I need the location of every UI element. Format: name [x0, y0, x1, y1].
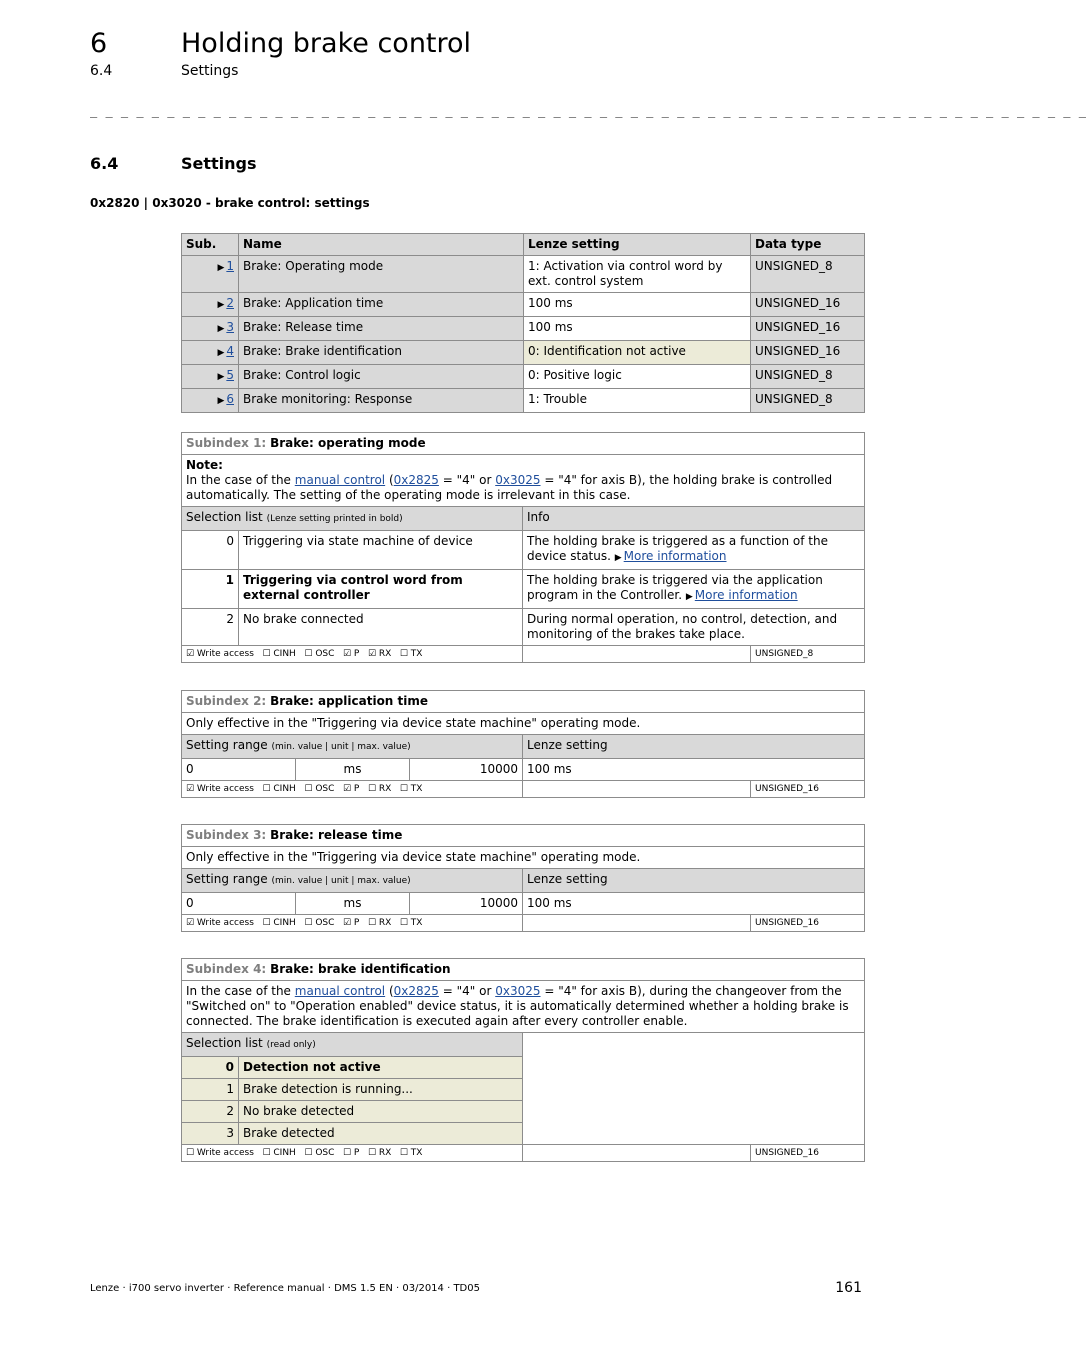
list-item: [182, 570, 865, 609]
footer-text: Lenze · i700 servo inverter · Reference manual · DMS 1.5 EN · 03/2014 · TD05: [90, 1283, 480, 1294]
subindex-4-table: [181, 958, 865, 1162]
table-row: [182, 317, 865, 341]
data-type: UNSIGNED_8: [751, 646, 865, 663]
setting-range-header: [182, 735, 523, 759]
manual-control-link[interactable]: manual control: [294, 984, 386, 998]
more-information-link[interactable]: More information: [623, 549, 727, 563]
row-setting: 100 ms: [524, 293, 751, 317]
option-info: The holding brake is triggered via the application program in the Controller. ▶ More information: [523, 570, 865, 609]
blank-cell: [523, 915, 751, 932]
data-type: UNSIGNED_16: [751, 915, 865, 932]
row-setting: 0: Positive logic: [524, 365, 751, 389]
subindex-link[interactable]: 1: [226, 259, 234, 273]
unit: ms: [296, 893, 410, 915]
col-header-lenze-setting: Lenze setting: [524, 234, 751, 256]
option-number: 3: [182, 1123, 239, 1145]
heading-title: Settings: [181, 154, 257, 173]
setting-range-hint: (min. value | unit | max. value): [271, 876, 411, 886]
row-type: UNSIGNED_16: [751, 341, 865, 365]
table-row: [182, 293, 865, 317]
note-label: Note:: [186, 458, 223, 472]
note-text: = "4" or: [442, 473, 492, 487]
subindex-label: Subindex 3:: [186, 828, 267, 842]
object-0x2825-link[interactable]: 0x2825: [393, 473, 439, 487]
object-0x3025-link[interactable]: 0x3025: [495, 984, 541, 998]
section-number: 6.4: [90, 63, 113, 79]
sub-link[interactable]: [182, 365, 239, 389]
row-name: Brake: Operating mode: [239, 256, 524, 293]
col-header-sub: Sub.: [182, 234, 239, 256]
table-row: [182, 389, 865, 413]
triangle-right-icon: ▶: [217, 396, 225, 406]
subindex-title: Brake: operating mode: [270, 436, 426, 450]
row-type: UNSIGNED_8: [751, 389, 865, 413]
note-cell: Note: In the case of the manual control (0x2825 = "4" or 0x3025 = "4" for axis B), the holding brake is controlled automatically. The setting of the operating mode is irrelevant in this case.: [182, 455, 865, 507]
section-title: Settings: [181, 63, 239, 79]
subindex-1-table: [181, 432, 865, 663]
option-number: 1: [182, 570, 239, 609]
lenze-setting-value: 100 ms: [523, 893, 865, 915]
heading-number: 6.4: [90, 154, 119, 173]
option-info: The holding brake is triggered as a function of the device status. ▶ More information: [523, 531, 865, 570]
subindex-2-title-row: [182, 691, 865, 713]
triangle-right-icon: ▶: [217, 372, 225, 382]
sub-link[interactable]: [182, 341, 239, 365]
subindex-label: Subindex 4:: [186, 962, 267, 976]
object-0x2825-link[interactable]: 0x2825: [393, 984, 439, 998]
subindex-title: Brake: release time: [270, 828, 403, 842]
subindex-link[interactable]: 6: [226, 392, 234, 406]
sub-link[interactable]: [182, 256, 239, 293]
option-text: Brake detected: [239, 1123, 523, 1145]
lenze-setting-value: 100 ms: [523, 759, 865, 781]
subindex-title: Brake: brake identification: [270, 962, 451, 976]
list-item: [182, 531, 865, 570]
row-setting: 1: Activation via control word by ext. control system: [524, 256, 751, 293]
selection-list-header: [182, 507, 523, 531]
subindex-link[interactable]: 3: [226, 320, 234, 334]
sub-link[interactable]: [182, 389, 239, 413]
option-number: 0: [182, 1057, 239, 1079]
triangle-right-icon: ▶: [217, 324, 225, 334]
table-row: [182, 256, 865, 293]
selection-list-label: Selection list: [186, 1036, 263, 1050]
subindex-label: Subindex 1:: [186, 436, 267, 450]
sub-link[interactable]: [182, 293, 239, 317]
list-item: [182, 609, 865, 646]
description-text: = "4" or: [442, 984, 492, 998]
blank-cell: [523, 781, 751, 798]
subindex-link[interactable]: 2: [226, 296, 234, 310]
subindex-title: Brake: application time: [270, 694, 429, 708]
selection-list-label: Selection list: [186, 510, 263, 524]
row-name: Brake monitoring: Response: [239, 389, 524, 413]
triangle-right-icon: ▶: [614, 553, 622, 563]
description: Only effective in the "Triggering via device state machine" operating mode.: [182, 847, 865, 869]
manual-control-link[interactable]: manual control: [294, 473, 386, 487]
row-type: UNSIGNED_8: [751, 256, 865, 293]
subindex-3-table: [181, 824, 865, 932]
row-type: UNSIGNED_8: [751, 365, 865, 389]
option-number: 2: [182, 609, 239, 646]
overview-table: [181, 233, 865, 413]
subindex-2-table: [181, 690, 865, 798]
setting-range-label: Setting range: [186, 738, 268, 752]
data-type: UNSIGNED_16: [751, 781, 865, 798]
setting-range-header: [182, 869, 523, 893]
subindex-link[interactable]: 4: [226, 344, 234, 358]
access-flags: ☑ Write access ☐ CINH ☐ OSC ☑ P ☑ RX ☐ TX: [182, 646, 523, 663]
row-type: UNSIGNED_16: [751, 317, 865, 341]
row-name: Brake: Brake identification: [239, 341, 524, 365]
description-text: = "4" for axis B), during the changeover from the "Switched on" to "Operation enabled" device status, it is automatically determined whether a holding brake is connected. The brake identification is executed again after every controller enable.: [186, 984, 849, 1028]
col-header-name: Name: [239, 234, 524, 256]
lenze-setting-header: Lenze setting: [523, 735, 865, 759]
table-row: [182, 365, 865, 389]
header-rule: _ _ _ _ _ _ _ _ _ _ _ _ _ _ _ _ _ _ _ _ _ _ _ _ _ _ _ _ _ _ _ _ _ _ _ _ _ _ _ _ _ _ _ _ _ _ _ _ _ _ _ _ _ _ _ _ _ _ _ _ _ _ _ _ _: [90, 104, 1086, 118]
triangle-right-icon: ▶: [217, 300, 225, 310]
more-information-link[interactable]: More information: [694, 588, 798, 602]
info-header: Info: [523, 507, 865, 531]
option-text: Brake detection is running...: [239, 1079, 523, 1101]
access-flags: ☐ Write access ☐ CINH ☐ OSC ☐ P ☐ RX ☐ TX: [182, 1145, 523, 1162]
blank-cell: [523, 646, 751, 663]
option-number: 2: [182, 1101, 239, 1123]
access-flags: ☑ Write access ☐ CINH ☐ OSC ☑ P ☐ RX ☐ TX: [182, 915, 523, 932]
option-text: Detection not active: [239, 1057, 523, 1079]
selection-list-hint: (Lenze setting printed in bold): [266, 514, 403, 524]
option-text: Triggering via state machine of device: [239, 531, 523, 570]
access-flags: ☑ Write access ☐ CINH ☐ OSC ☑ P ☐ RX ☐ TX: [182, 781, 523, 798]
triangle-right-icon: ▶: [685, 592, 693, 602]
row-setting: 0: Identification not active: [524, 341, 751, 365]
max-value: 10000: [410, 759, 523, 781]
description-text: In the case of the: [186, 984, 291, 998]
triangle-right-icon: ▶: [217, 263, 225, 273]
col-header-data-type: Data type: [751, 234, 865, 256]
table-row: [182, 341, 865, 365]
option-number: 1: [182, 1079, 239, 1101]
page-number: 161: [835, 1280, 862, 1296]
object-title: 0x2820 | 0x3020 - brake control: settings: [90, 196, 370, 210]
row-name: Brake: Application time: [239, 293, 524, 317]
overview-header-row: [182, 234, 865, 256]
setting-range-hint: (min. value | unit | max. value): [271, 742, 411, 752]
option-text: No brake connected: [239, 609, 523, 646]
option-text: Triggering via control word from external controller: [239, 570, 523, 609]
triangle-right-icon: ▶: [217, 348, 225, 358]
row-setting: 100 ms: [524, 317, 751, 341]
row-name: Brake: Release time: [239, 317, 524, 341]
min-value: 0: [182, 893, 296, 915]
unit: ms: [296, 759, 410, 781]
subindex-3-title-row: [182, 825, 865, 847]
chapter-title: Holding brake control: [181, 28, 472, 59]
row-type: UNSIGNED_16: [751, 293, 865, 317]
description: In the case of the manual control (0x2825 = "4" or 0x3025 = "4" for axis B), during the changeover from the "Switched on" to "Operation enabled" device status, it is automatically determined whether a holding brake is connected. The brake identification is executed again after every controller enable.: [182, 981, 865, 1033]
blank-area: [523, 1033, 865, 1145]
max-value: 10000: [410, 893, 523, 915]
subindex-link[interactable]: 5: [226, 368, 234, 382]
min-value: 0: [182, 759, 296, 781]
sub-link[interactable]: [182, 317, 239, 341]
setting-range-label: Setting range: [186, 872, 268, 886]
object-0x3025-link[interactable]: 0x3025: [495, 473, 541, 487]
description: Only effective in the "Triggering via device state machine" operating mode.: [182, 713, 865, 735]
chapter-number: 6: [90, 28, 108, 59]
subindex-1-title-row: [182, 433, 865, 455]
row-setting: 1: Trouble: [524, 389, 751, 413]
subindex-4-title-row: [182, 959, 865, 981]
selection-list-header: [182, 1033, 523, 1057]
blank-cell: [523, 1145, 751, 1162]
selection-list-hint: (read only): [266, 1040, 316, 1050]
option-info: During normal operation, no control, detection, and monitoring of the brakes take place.: [523, 609, 865, 646]
subindex-label: Subindex 2:: [186, 694, 267, 708]
note-text: In the case of the: [186, 473, 291, 487]
option-number: 0: [182, 531, 239, 570]
row-name: Brake: Control logic: [239, 365, 524, 389]
data-type: UNSIGNED_16: [751, 1145, 865, 1162]
option-text: No brake detected: [239, 1101, 523, 1123]
lenze-setting-header: Lenze setting: [523, 869, 865, 893]
note-text: = "4" for axis B), the holding brake is controlled automatically. The setting of the operating mode is irrelevant in this case.: [186, 473, 833, 502]
